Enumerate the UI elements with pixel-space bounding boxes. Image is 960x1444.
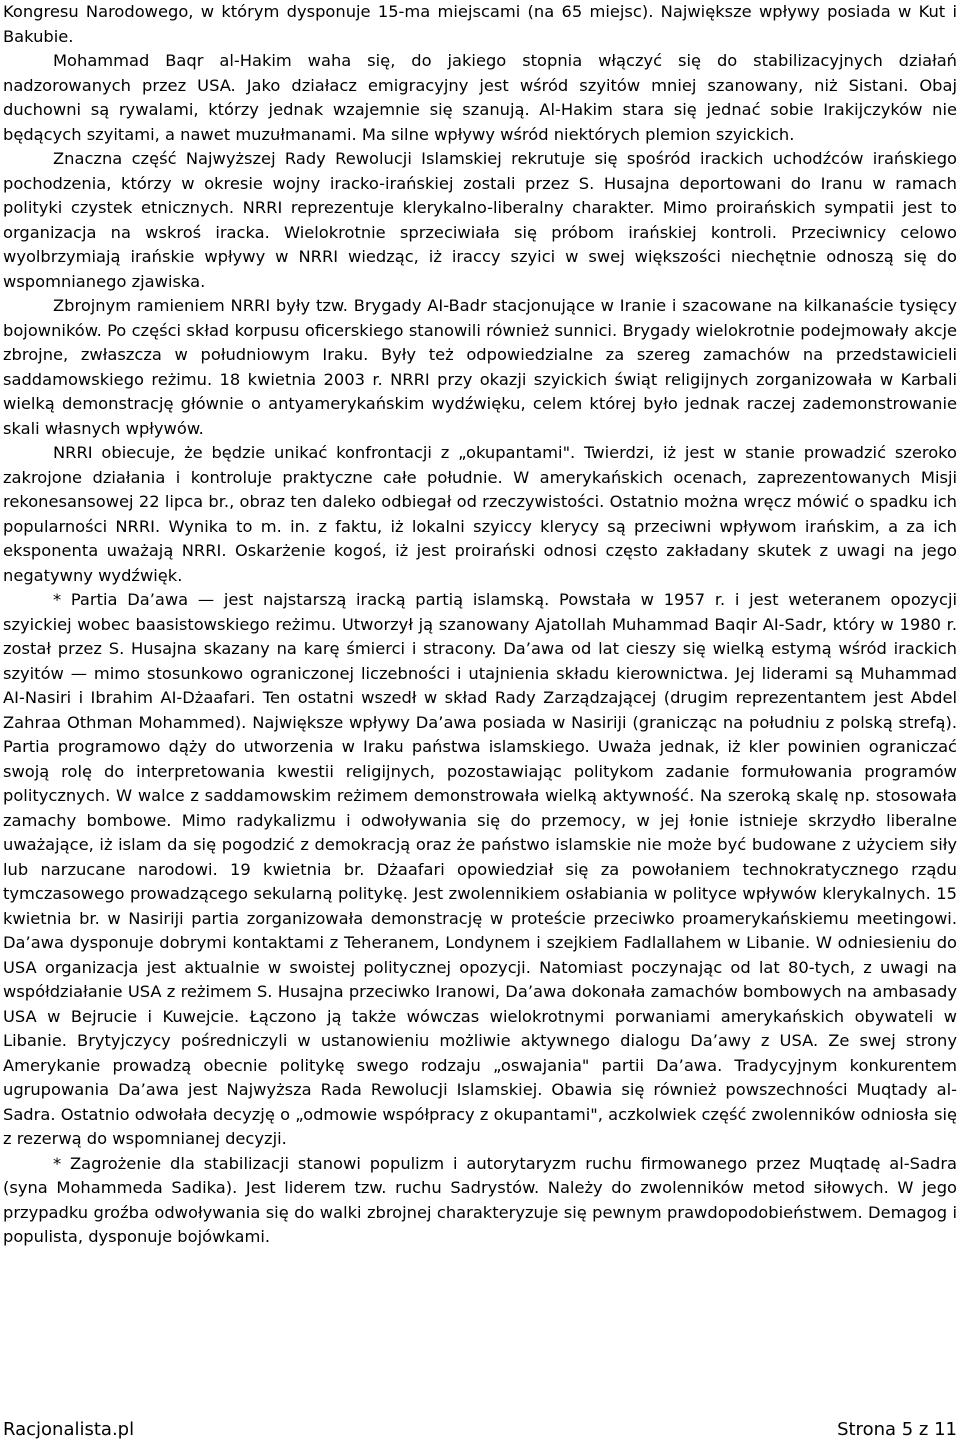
footer-site-name: Racjonalista.pl [3,1419,135,1440]
paragraph-2: Mohammad Baqr al-Hakim waha się, do jakiego stopnia włączyć się do stabilizacyjnych działań nadzorowanych przez USA. Jako działacz emigracyjny jest wśród szyitów mniej szanowany, niż Sistani. Obaj duchowni są rywalami, którzy jednak wzajemnie się szanują. Al-Hakim stara się jednać sobie Irakijczyków nie będących szyitami, a nawet muzułmanami. Ma silne wpływy wśród niektórych plemion szyickich. [3,51,957,144]
paragraph-3: Znaczna część Najwyższej Rady Rewolucji Islamskiej rekrutuje się spośród irackich uchodźców irańskiego pochodzenia, którzy w okresie wojny iracko-irańskiej zostali przez S. Husajna deportowani do Iranu w ramach polityki czystek etnicznych. NRRI reprezentuje klerykalno-liberalny charakter. Mimo proirańskich sympatii jest to organizacja na wskroś iracka. Wielokrotnie sprzeciwiała się próbom irańskiej kontroli. Przeciwnicy celowo wyolbrzymiają irańskie wpływy w NRRI wiedząc, iż iraccy szyici w swej większości niechętnie odnoszą się do wspomnianego zjawiska. [3,149,957,291]
paragraph-1: Kongresu Narodowego, w którym dysponuje 15-ma miejscami (na 65 miejsc). Największe wpływy posiada w Kut i Bakubie. [3,2,957,46]
document-body [3,0,957,1410]
paragraph-4: Zbrojnym ramieniem NRRI były tzw. Brygady AI-Badr stacjonujące w Iranie i szacowane na kilkanaście tysięcy bojowników. Po części skład korpusu oficerskiego stanowili również sunnici. Brygady wielokrotnie podejmowały akcje zbrojne, zwłaszcza w południowym Iraku. Były też odpowiedzialne za szereg zamachów na przedstawicieli saddamowskiego reżimu. 18 kwietnia 2003 r. NRRI przy okazji szyickich świąt religijnych zorganizowała w Karbali wielką demonstrację głównie o antyamerykańskim wydźwięku, celem której było jednak raczej zademonstrowanie skali własnych wpływów. [3,296,957,438]
paragraph-7: * Zagrożenie dla stabilizacji stanowi populizm i autorytaryzm ruchu firmowanego przez Muqtadę al-Sadra (syna Mohammeda Sadika). Jest liderem tzw. ruchu Sadrystów. Należy do zwolenników metod siłowych. W jego przypadku groźba odwoływania się do walki zbrojnej charakteryzuje się pewnym prawdopodobieństwem. Demagog i populista, dysponuje bojówkami. [3,1153,957,1246]
paragraph-5: NRRI obiecuje, że będzie unikać konfrontacji z „okupantami". Twierdzi, iż jest w stanie prowadzić szeroko zakrojone działania i kontroluje praktyczne całe południe. W amerykańskich ocenach, zaprezentowanych Misji rekonesansowej 22 lipca br., obraz ten daleko odbiegał od rzeczywistości. Ostatnio można wręcz mówić o spadku ich popularności NRRI. Wynika to m. in. z faktu, iż lokalni szyiccy klerycy są przeciwni wpływom irańskim, a za ich eksponenta uważają NRRI. Oskarżenie kogoś, iż jest proirański odnosi często zakładany skutek z uwagi na jego negatywny wydźwięk. [3,443,957,585]
page-footer [3,1418,957,1442]
footer-page-number: Strona 5 z 11 [837,1419,957,1440]
paragraph-6: * Partia Da’awa — jest najstarszą iracką partią islamską. Powstała w 1957 r. i jest weteranem opozycji szyickiej wobec baasistowskiego reżimu. Utworzył ją szanowany Ajatollah Muhammad Baqir AI-Sadr, który w 1980 r. został przez S. Husajna skazany na karę śmierci i stracony. Da’awa od lat cieszy się wielką estymą wśród irackich szyitów — mimo stosunkowo ograniczonej liczebności i utajnienia składu kierownictwa. Jej liderami są Muhammad AI-Nasiri i Ibrahim AI-Dżaafari. Ten ostatni wszedł w skład Rady Zarządzającej (drugim reprezentantem jest Abdel Zahraa Othman Mohammed). Największe wpływy Da’awa posiada w Nasiriji (granicząc na południu z polską strefą). Partia programowo dąży do utworzenia w Iraku państwa islamskiego. Uważa jednak, iż kler powinien ograniczać swoją rolę do interpretowania kwestii religijnych, pozostawiając politykom zadanie formułowania programów politycznych. W walce z saddamowskim reżimem demonstrowała wielką aktywność. Na szeroką skalę np. stosowała zamachy bombowe. Mimo radykalizmu i odwoływania się do przemocy, w jej łonie istnieje skrzydło liberalne uważające, iż islam da się pogodzić z demokracją oraz że państwo islamskie nie może być budowane z użyciem siły lub narzucane narodowi. 19 kwietnia br. Dżaafari opowiedział się za powołaniem technokratycznego rządu tymczasowego prowadzącego sekularną politykę. Jest zwolennikiem osłabiania w polityce wpływów klerykalnych. 15 kwietnia br. w Nasiriji partia zorganizowała demonstrację w proteście przeciwko proamerykańskiemu meetingowi. Da’awa dysponuje dobrymi kontaktami z Teheranem, Londynem i szejkiem Fadlallahem w Libanie. W odniesieniu do USA organizacja jest aktualnie w swoistej politycznej opozycji. Natomiast poczynając od lat 80-tych, z uwagi na współdziałanie USA z reżimem S. Husajna przeciwko Iranowi, Da’awa dokonała zamachów bombowych na ambasady USA w Bejrucie i Kuwejcie. Łączono ją także wówczas wielokrotnymi porwaniami amerykańskich obywateli w Libanie. Brytyjczycy pośredniczyli w ustanowieniu możliwie aktywnego dialogu Da’awy z USA. Ze swej strony Amerykanie prowadzą obecnie politykę swego rodzaju „oswajania" partii Da’awa. Tradycyjnym konkurentem ugrupowania Da’awa jest Najwyższa Rada Rewolucji Islamskiej. Obawia się również powszechności Muqtady al-Sadra. Ostatnio odwołała decyzję o „odmowie współpracy z okupantami", aczkolwiek część zwolenników odniosła się z rezerwą do wspomnianej decyzji. [3,590,957,1148]
